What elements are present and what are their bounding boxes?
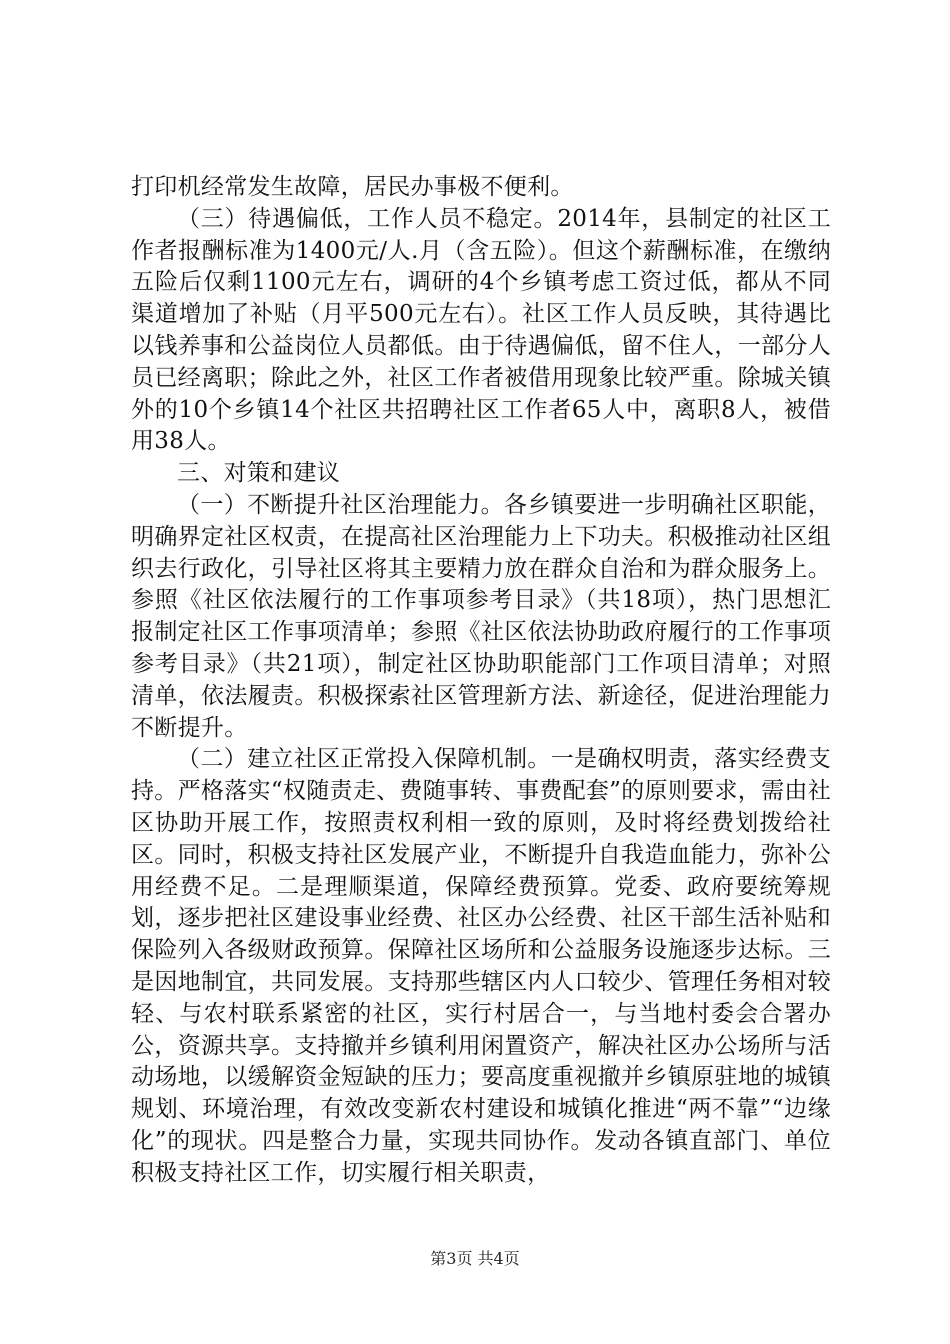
- paragraph-section-3: （三）待遇偏低，工作人员不稳定。2014年，县制定的社区工作者报酬标准为1400元/人.月（含五险）。但这个薪酬标准，在缴纳五险后仅剩1100元左右，调研的4个乡镇考虑工资过低，都从不同渠道增加了补贴（月平500元左右）。社区工作人员反映，其待遇比以钱养事和公益岗位人员都低。由于待遇偏低，留不住人，一部分人员已经离职；除此之外，社区工作者被借用现象比较严重。除城关镇外的10个乡镇14个社区共招聘社区工作者65人中，离职8人，被借用38人。: [131, 205, 831, 455]
- paragraph-subsection-1: （一）不断提升社区治理能力。各乡镇要进一步明确社区职能，明确界定社区权责，在提高社区治理能力上下功夫。积极推动社区组织去行政化，引导社区将其主要精力放在群众自治和为群众服务上。参照《社区依法履行的工作事项参考目录》（共18项），热门思想汇报制定社区工作事项清单；参照《社区依法协助政府履行的工作事项参考目录》（共21项），制定社区协助职能部门工作项目清单；对照清单，依法履责。积极探索社区管理新方法、新途径，促进治理能力不断提升。: [131, 491, 831, 741]
- page-footer: 第3页 共4页: [430, 1249, 520, 1268]
- document-body: [131, 172, 831, 1190]
- section-heading: 三、对策和建议: [177, 460, 341, 487]
- paragraph-continuation: 打印机经常发生故障，居民办事极不便利。: [131, 174, 574, 200]
- paragraph-subsection-2: （二）建立社区正常投入保障机制。一是确权明责，落实经费支持。严格落实“权随责走、费随事转、事费配套”的原则要求，需由社区协助开展工作，按照责权利相一致的原则，及时将经费划拨给社区。同时，积极支持社区发展产业，不断提升自我造血能力，弥补公用经费不足。二是理顺渠道，保障经费预算。党委、政府要统筹规划，逐步把社区建设事业经费、社区办公经费、社区干部生活补贴和保险列入各级财政预算。保障社区场所和公益服务设施逐步达标。三是因地制宜，共同发展。支持那些辖区内人口较少、管理任务相对较轻、与农村联系紧密的社区，实行村居合一，与当地村委会合署办公，资源共享。支持撤并乡镇利用闲置资产，解决社区办公场所与活动场地，以缓解资金短缺的压力；要高度重视撤并乡镇原驻地的城镇规划、环境治理，有效改变新农村建设和城镇化推进“两不靠”“边缘化”的现状。四是整合力量，实现共同协作。发动各镇直部门、单位积极支持社区工作，切实履行相关职责，: [131, 746, 831, 1186]
